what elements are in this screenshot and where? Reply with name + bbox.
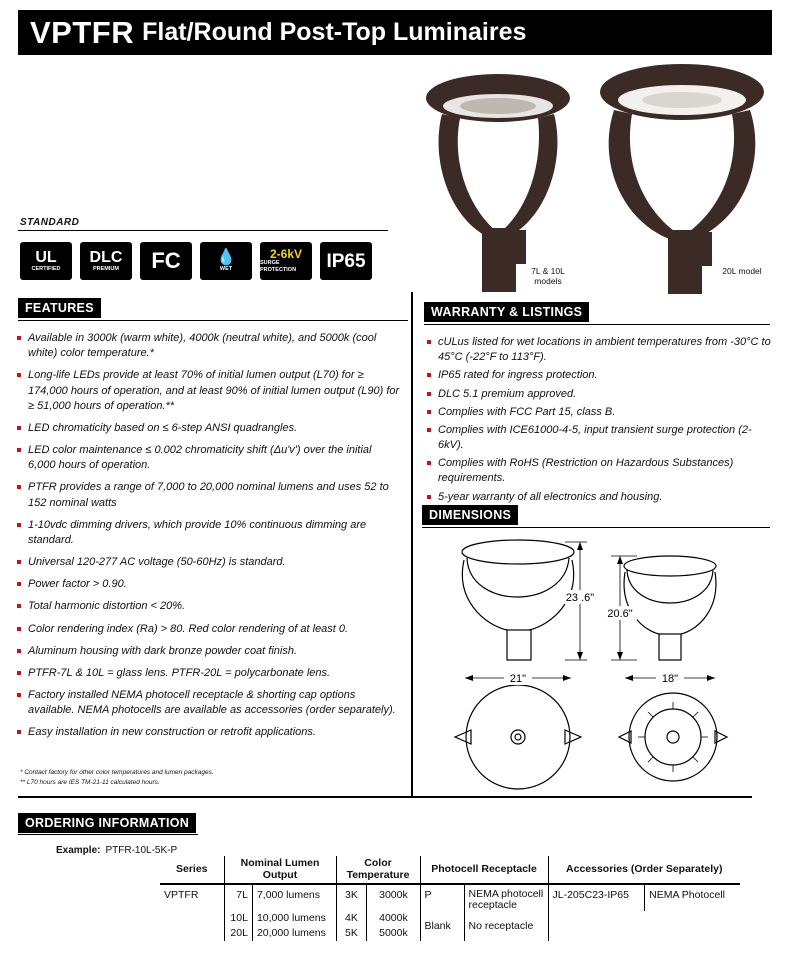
list-item: Color rendering index (Ra) > 80. Red color rendering of at least 0. [16,622,400,637]
header-series: Series [160,856,224,884]
list-item: Complies with FCC Part 15, class B. [426,405,772,420]
product-model: VPTFR [30,14,135,50]
features-heading: FEATURES [18,298,101,318]
dimensions-heading: DIMENSIONS [422,505,518,525]
footnote: ** L70 hours are IES TM-21-11 calculated hours. [20,778,160,786]
list-item: DLC 5.1 premium approved. [426,387,772,402]
list-item: LED color maintenance ≤ 0.002 chromaticity shift (Δu'v') over the initial 6,000 hours of operation. [16,443,400,473]
dimensions-rule [422,527,770,528]
accessory-code: JL-205C23-IP65 [548,884,645,911]
warranty-list [426,335,772,508]
table-row [160,911,740,926]
product-image-7l-10l [420,70,590,295]
product-image-20l [592,62,777,297]
color-value: 4000k [367,911,420,926]
wet-location-icon: 💧 WET [200,242,252,280]
list-item: Complies with RoHS (Restriction on Hazardous Substances) requirements. [426,456,772,486]
header-color: Color Temperature [336,856,420,884]
lumen-value: 20,000 lumens [252,926,336,941]
color-value: 3000k [367,884,420,911]
color-code: 3K [336,884,367,911]
features-list [16,331,400,748]
footnote: * Contact factory for other color temperatures and lumen packages. [20,769,214,776]
photocell-value: NEMA photocell receptacle [464,884,548,911]
accessory-value: NEMA Photocell [645,884,740,911]
lumen-code: 7L [224,884,252,911]
lumen-value: 10,000 lumens [252,911,336,926]
footnotes [20,768,214,788]
table-row [160,884,740,911]
lumen-code: 20L [224,926,252,941]
list-item: Total harmonic distortion < 20%. [16,599,400,614]
fcc-icon: FC [140,242,192,280]
dimension-height-large: 23 .6" [565,592,595,604]
list-item: PTFR provides a range of 7,000 to 20,000 nominal lumens and uses 52 to 152 nominal watts [16,480,400,510]
header-lumen: Nominal Lumen Output [224,856,336,884]
example-value: PTFR-10L-5K-P [105,845,178,856]
list-item: Aluminum housing with dark bronze powder coat finish. [16,644,400,659]
list-item: Universal 120-277 AC voltage (50-60Hz) is standard. [16,555,400,570]
surge-protection-icon: 2-6kV SURGE PROTECTION [260,242,312,280]
photocell-value: No receptacle [464,911,548,941]
list-item: Factory installed NEMA photocell receptacle & shorting cap options available. NEMA photocells are available as accessories (order separately). [16,688,400,718]
ordering-table [160,856,740,941]
warranty-heading: WARRANTY & LISTINGS [424,302,589,322]
ordering-rule [18,834,198,835]
dimensions-drawing [415,530,775,790]
list-item: cULus listed for wet locations in ambient temperatures from -30°C to 45°C (-22°F to 113°F). [426,335,772,365]
list-item: 1-10vdc dimming drivers, which provide 10% continuous dimming are standard. [16,518,400,548]
ul-certified-icon: UL CERTIFIED [20,242,72,280]
list-item: Easy installation in new construction or retrofit applications. [16,725,400,740]
dimension-width-small: 18" [661,673,679,685]
list-item: IP65 rated for ingress protection. [426,368,772,383]
standard-divider [18,230,388,231]
header-accessories: Accessories (Order Separately) [548,856,740,884]
dlc-premium-icon: DLC PREMIUM [80,242,132,280]
series-value: VPTFR [164,889,199,902]
list-item: LED chromaticity based on ≤ 6-step ANSI quadrangles. [16,421,400,436]
model-label-20l: 20L model [722,266,762,276]
list-item: PTFR-7L & 10L = glass lens. PTFR-20L = polycarbonate lens. [16,666,400,681]
standard-label: STANDARD [20,217,80,228]
model-label-7l-10l: 7L & 10L models [531,266,565,287]
photocell-code: Blank [420,911,464,941]
dimension-height-small: 20.6" [607,608,633,620]
warranty-rule [424,324,770,325]
list-item: Long-life LEDs provide at least 70% of initial lumen output (L70) for ≥ 174,000 hours of operation, and at least 90% of initial lumen output (L90) for ≥ 51,000 hours of operation.** [16,368,400,414]
ordering-heading: ORDERING INFORMATION [18,813,196,833]
cert-row [20,242,372,280]
header-photocell: Photocell Receptacle [420,856,548,884]
color-code: 5K [336,926,367,941]
features-rule [18,320,408,321]
color-code: 4K [336,911,367,926]
ip65-icon: IP65 [320,242,372,280]
list-item: 5-year warranty of all electronics and housing. [426,490,772,505]
ordering-divider [18,796,752,798]
list-item: Power factor > 0.90. [16,577,400,592]
ordering-example [56,845,177,856]
lumen-value: 7,000 lumens [252,884,336,911]
title-bar [18,10,772,55]
dimension-width-large: 21" [509,673,527,685]
photocell-code: P [420,884,464,911]
product-subtitle: Flat/Round Post-Top Luminaires [142,18,527,46]
lumen-code: 10L [224,911,252,926]
list-item: Available in 3000k (warm white), 4000k (neutral white), and 5000k (cool white) color temperature.* [16,331,400,361]
example-label: Example: [56,845,101,856]
list-item: Complies with ICE61000-4-5, input transient surge protection (2-6kV). [426,423,772,453]
column-divider [411,292,413,796]
color-value: 5000k [367,926,420,941]
